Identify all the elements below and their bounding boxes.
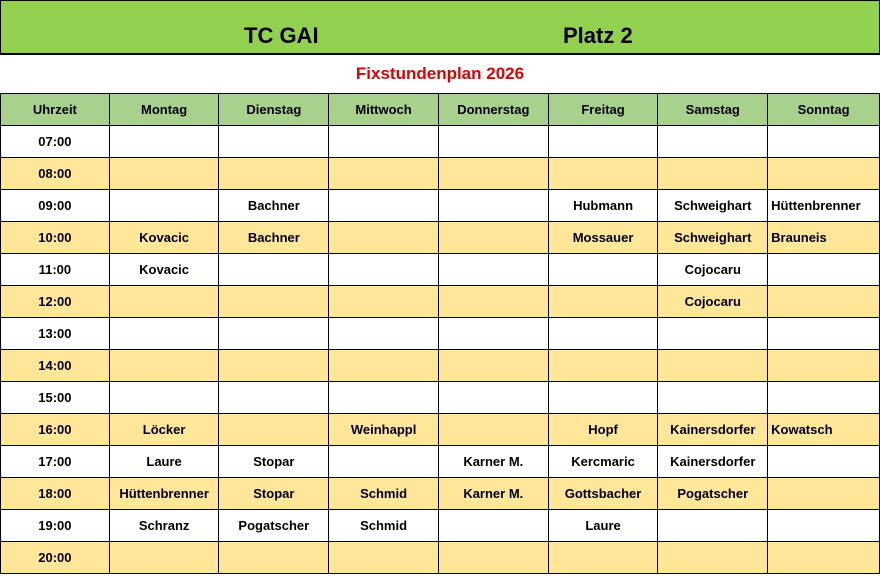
booking-cell: Cojocaru <box>658 254 768 286</box>
page-title: Fixstundenplan 2026 <box>355 64 525 83</box>
booking-cell <box>548 158 658 190</box>
booking-cell <box>109 382 219 414</box>
booking-cell: Pogatscher <box>658 478 768 510</box>
booking-cell <box>438 542 548 574</box>
column-header-row <box>1 94 880 126</box>
column-header-dienstag: Dienstag <box>219 94 329 126</box>
booking-cell <box>109 126 219 158</box>
booking-cell <box>658 510 768 542</box>
booking-cell <box>548 350 658 382</box>
booking-cell <box>438 222 548 254</box>
time-cell: 16:00 <box>1 414 110 446</box>
time-cell: 13:00 <box>1 318 110 350</box>
booking-cell: Kowatsch <box>768 414 880 446</box>
booking-cell: Kovacic <box>109 254 219 286</box>
booking-cell <box>768 318 880 350</box>
booking-cell <box>219 382 329 414</box>
booking-cell <box>768 350 880 382</box>
booking-cell <box>768 542 880 574</box>
booking-cell: Löcker <box>109 414 219 446</box>
header-banner <box>0 0 880 55</box>
table-row <box>1 286 880 318</box>
booking-cell <box>219 286 329 318</box>
booking-cell: Schmid <box>329 478 439 510</box>
booking-cell <box>219 158 329 190</box>
booking-cell <box>548 318 658 350</box>
booking-cell: Mossauer <box>548 222 658 254</box>
booking-cell <box>329 382 439 414</box>
booking-cell <box>438 510 548 542</box>
time-cell: 10:00 <box>1 222 110 254</box>
column-header-samstag: Samstag <box>658 94 768 126</box>
booking-cell <box>329 286 439 318</box>
time-cell: 18:00 <box>1 478 110 510</box>
time-cell: 11:00 <box>1 254 110 286</box>
column-header-mittwoch: Mittwoch <box>329 94 439 126</box>
booking-cell <box>658 542 768 574</box>
booking-cell: Kainersdorfer <box>658 414 768 446</box>
booking-cell: Laure <box>109 446 219 478</box>
column-header-uhrzeit: Uhrzeit <box>1 94 110 126</box>
table-row <box>1 446 880 478</box>
booking-cell <box>438 414 548 446</box>
booking-cell <box>658 350 768 382</box>
booking-cell: Bachner <box>219 190 329 222</box>
table-row <box>1 350 880 382</box>
booking-cell: Schranz <box>109 510 219 542</box>
booking-cell <box>329 222 439 254</box>
booking-cell <box>658 126 768 158</box>
table-row <box>1 478 880 510</box>
booking-cell <box>109 190 219 222</box>
booking-cell <box>219 254 329 286</box>
booking-cell: Cojocaru <box>658 286 768 318</box>
booking-cell: Stopar <box>219 446 329 478</box>
booking-cell <box>329 126 439 158</box>
table-row <box>1 382 880 414</box>
table-row <box>1 510 880 542</box>
column-header-montag: Montag <box>109 94 219 126</box>
time-cell: 19:00 <box>1 510 110 542</box>
booking-cell: Stopar <box>219 478 329 510</box>
column-header-sonntag: Sonntag <box>768 94 880 126</box>
booking-cell <box>658 382 768 414</box>
booking-cell <box>329 158 439 190</box>
table-row <box>1 254 880 286</box>
booking-cell: Schmid <box>329 510 439 542</box>
booking-cell <box>109 286 219 318</box>
booking-cell <box>329 254 439 286</box>
booking-cell: Hopf <box>548 414 658 446</box>
booking-cell: Schweighart <box>658 190 768 222</box>
booking-cell <box>219 350 329 382</box>
time-cell: 12:00 <box>1 286 110 318</box>
booking-cell <box>768 286 880 318</box>
booking-cell <box>219 126 329 158</box>
table-row <box>1 158 880 190</box>
time-cell: 17:00 <box>1 446 110 478</box>
booking-cell <box>548 126 658 158</box>
booking-cell <box>109 350 219 382</box>
table-row <box>1 126 880 158</box>
booking-cell <box>768 254 880 286</box>
time-cell: 07:00 <box>1 126 110 158</box>
booking-cell <box>329 350 439 382</box>
table-row <box>1 542 880 574</box>
booking-cell <box>548 382 658 414</box>
column-header-freitag: Freitag <box>548 94 658 126</box>
time-cell: 14:00 <box>1 350 110 382</box>
booking-cell <box>768 478 880 510</box>
booking-cell <box>548 254 658 286</box>
column-header-donnerstag: Donnerstag <box>438 94 548 126</box>
booking-cell <box>329 446 439 478</box>
time-cell: 15:00 <box>1 382 110 414</box>
booking-cell <box>438 350 548 382</box>
booking-cell <box>438 126 548 158</box>
booking-cell: Hüttenbrenner <box>109 478 219 510</box>
booking-cell: Karner M. <box>438 446 548 478</box>
booking-cell <box>768 382 880 414</box>
booking-cell <box>219 414 329 446</box>
booking-cell: Kovacic <box>109 222 219 254</box>
club-name: TC GAI <box>244 23 319 48</box>
booking-cell <box>768 158 880 190</box>
booking-cell <box>438 158 548 190</box>
booking-cell <box>438 286 548 318</box>
booking-cell <box>438 190 548 222</box>
booking-cell: Brauneis <box>768 222 880 254</box>
booking-cell <box>109 158 219 190</box>
time-cell: 08:00 <box>1 158 110 190</box>
booking-cell: Schweighart <box>658 222 768 254</box>
booking-cell <box>548 286 658 318</box>
booking-cell: Weinhappl <box>329 414 439 446</box>
table-row <box>1 190 880 222</box>
booking-cell: Bachner <box>219 222 329 254</box>
booking-cell <box>768 126 880 158</box>
booking-cell <box>768 446 880 478</box>
booking-cell <box>219 318 329 350</box>
booking-cell <box>219 542 329 574</box>
time-cell: 20:00 <box>1 542 110 574</box>
booking-cell <box>438 318 548 350</box>
booking-cell: Hubmann <box>548 190 658 222</box>
booking-cell <box>548 542 658 574</box>
booking-cell: Kercmaric <box>548 446 658 478</box>
booking-cell <box>658 318 768 350</box>
table-row <box>1 222 880 254</box>
booking-cell <box>109 542 219 574</box>
table-row <box>1 414 880 446</box>
booking-cell <box>438 382 548 414</box>
booking-cell: Laure <box>548 510 658 542</box>
booking-cell: Kainersdorfer <box>658 446 768 478</box>
booking-cell: Karner M. <box>438 478 548 510</box>
booking-cell: Hüttenbrenner <box>768 190 880 222</box>
booking-cell <box>329 542 439 574</box>
booking-cell <box>109 318 219 350</box>
booking-cell <box>329 190 439 222</box>
booking-cell <box>438 254 548 286</box>
table-row <box>1 318 880 350</box>
booking-cell: Gottsbacher <box>548 478 658 510</box>
court-name: Platz 2 <box>563 23 633 48</box>
booking-cell <box>768 510 880 542</box>
schedule-table <box>0 93 880 574</box>
booking-cell <box>658 158 768 190</box>
time-cell: 09:00 <box>1 190 110 222</box>
booking-cell: Pogatscher <box>219 510 329 542</box>
booking-cell <box>329 318 439 350</box>
